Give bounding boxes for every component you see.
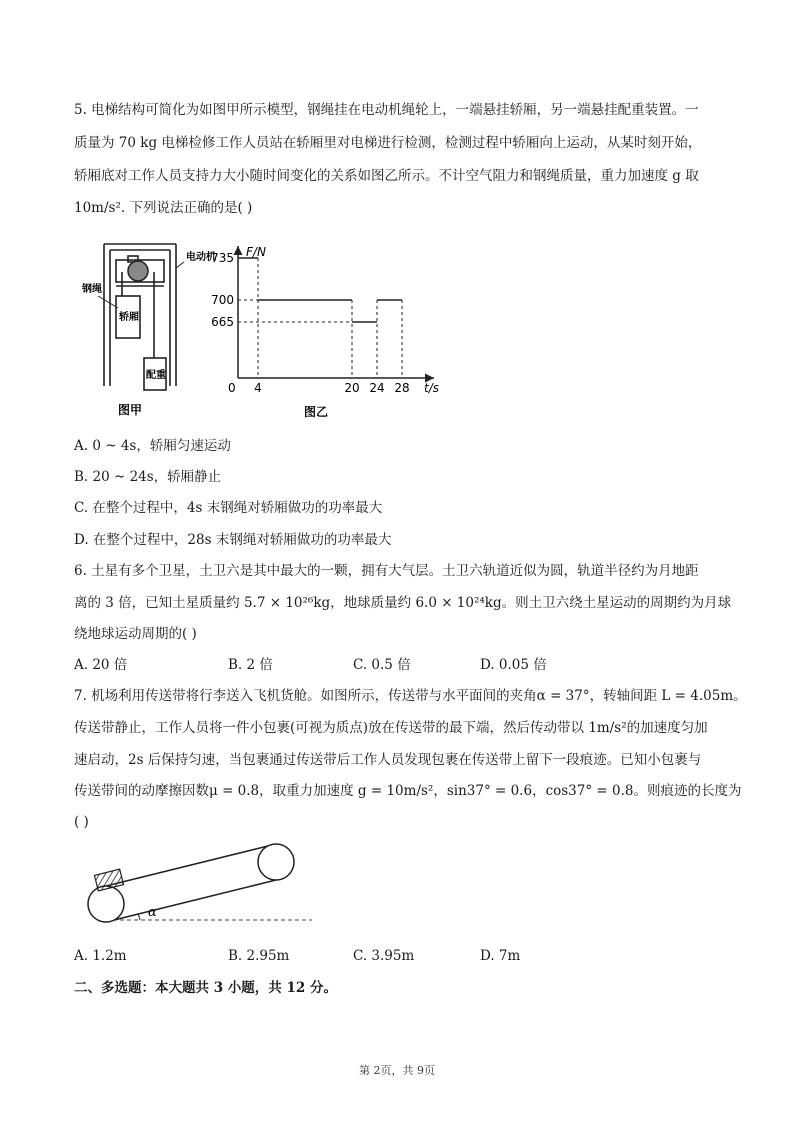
q6-option-b: B. 2 倍 (228, 657, 273, 673)
q7-option-d: D. 7m (480, 948, 521, 964)
y-tick-label: 700 (211, 293, 234, 307)
q5-line-2: 质量为 70 kg 电梯检修工作人员站在轿厢里对电梯进行检测，检测过程中轿厢向上运动，从某时刻开始， (74, 135, 702, 151)
q6-line-1: 6. 土星有多个卫星，土卫六是其中最大的一颗，拥有大气层。土卫六轨道近似为圆，轨道半径约为月地距 (74, 563, 699, 579)
q5-option-c: C. 在整个过程中，4s 末钢绳对轿厢做功的功率最大 (74, 500, 383, 516)
rope-label: 钢绳 (82, 284, 102, 295)
origin-label: 0 (228, 381, 236, 395)
package-icon (94, 869, 123, 891)
q5-option-b: B. 20 ~ 24s，轿厢静止 (74, 469, 222, 485)
q7-line-5: ( ) (74, 814, 89, 830)
lower-roller-icon (88, 886, 124, 922)
counterweight-label: 配重 (146, 370, 166, 381)
q7-line-1: 7. 机场利用传送带将行李送入飞机货舱。如图所示，传送带与水平面间的夹角α = 37°，转轴间距 L = 4.05m。 (74, 688, 747, 704)
x-tick-label: 20 (344, 381, 360, 395)
figure-a-caption: 图甲 (118, 403, 143, 417)
q7-option-a: A. 1.2m (74, 948, 127, 964)
y-axis-label: F/N (246, 245, 266, 259)
y-tick-label: 735 (211, 251, 234, 265)
page-footer: 第 2页，共 9页 (359, 1064, 435, 1077)
figure-force-time-chart (211, 236, 462, 421)
q6-option-c: C. 0.5 倍 (353, 657, 411, 673)
q7-line-2: 传送带静止，工作人员将一件小包裹(可视为质点)放在传送带的最下端，然后传动带以 1m/s²的加速度匀加 (74, 720, 708, 736)
motor-label: 电动机 (186, 252, 216, 263)
q6-line-2: 离的 3 倍，已知土星质量约 5.7 × 10²⁶kg，地球质量约 6.0 × 10²⁴kg。则土卫六绕土星运动的周期约为月球 (74, 595, 732, 611)
x-axis-label: t/s (424, 381, 439, 395)
x-tick-label: 24 (369, 381, 385, 395)
q6-line-3: 绕地球运动周期的( ) (74, 626, 197, 642)
figure-b-caption: 图乙 (304, 405, 329, 419)
q5-line-4: 10m/s². 下列说法正确的是( ) (74, 200, 253, 216)
y-tick-label: 665 (211, 315, 234, 329)
q6-option-d: D. 0.05 倍 (480, 657, 547, 673)
q7-line-4: 传送带间的动摩擦因数μ = 0.8，取重力加速度 g = 10m/s²，sin37° = 0.6，cos37° = 0.8。则痕迹的长度为 (74, 783, 742, 799)
q5-option-d: D. 在整个过程中，28s 末钢绳对轿厢做功的功率最大 (74, 532, 392, 548)
angle-label: α (148, 905, 157, 920)
q5-line-3: 轿厢底对工作人员支持力大小随时间变化的关系如图乙所示。不计空气阻力和钢绳质量，重力加速度 g 取 (74, 168, 699, 184)
car-label: 轿厢 (119, 312, 139, 323)
upper-roller-icon (258, 844, 294, 880)
q7-option-c: C. 3.95m (353, 948, 415, 964)
figure-conveyor-belt (80, 836, 320, 932)
x-tick-label: 4 (254, 381, 262, 395)
q5-line-1: 5. 电梯结构可简化为如图甲所示模型，钢绳挂在电动机绳轮上，一端悬挂轿厢，另一端悬挂配重装置。一 (74, 102, 699, 118)
x-tick-label: 28 (394, 381, 410, 395)
q5-option-a: A. 0 ~ 4s，轿厢匀速运动 (74, 438, 231, 454)
figure-elevator-model (80, 236, 216, 421)
motor-wheel-icon (128, 261, 148, 281)
q7-line-3: 速启动，2s 后保持匀速，当包裹通过传送带后工作人员发现包裹在传送带上留下一段痕迹。已知小包裹与 (74, 752, 702, 768)
q7-option-b: B. 2.95m (228, 948, 290, 964)
section-heading: 二、多选题：本大题共 3 小题，共 12 分。 (74, 980, 337, 996)
q6-option-a: A. 20 倍 (74, 657, 128, 673)
